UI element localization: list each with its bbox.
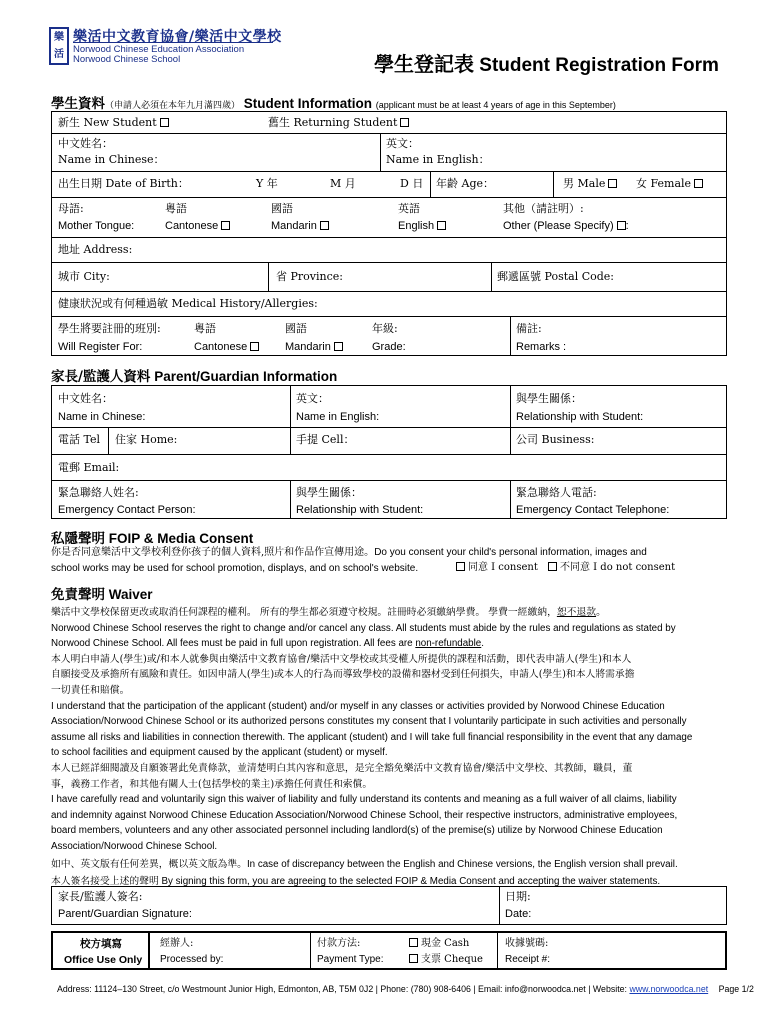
date-field[interactable]: Date: <box>505 908 532 920</box>
org-name-english: Norwood Chinese Education Association <box>73 44 245 55</box>
register-mandarin-label-cn: 國語 <box>285 322 307 335</box>
student-english-name-label: Name in English： <box>386 153 490 166</box>
page-number: Page 1/2 <box>718 984 754 994</box>
student-chinese-name-label: Name in Chinese： <box>58 153 165 166</box>
parent-english-name-label-cn: 英文： <box>296 392 329 405</box>
remarks-label: Remarks : <box>516 341 567 353</box>
mother-tongue-mandarin-option[interactable]: Mandarin <box>271 219 329 233</box>
female-checkbox[interactable] <box>694 179 703 188</box>
register-cantonese-label-cn: 粵語 <box>194 322 216 335</box>
waiver-section-heading: 免責聲明 Waiver <box>51 587 153 603</box>
form-title: 學生登記表 Student Registration Form <box>374 52 719 76</box>
grade-label-cn: 年級: <box>372 322 398 335</box>
payment-cash-checkbox[interactable] <box>409 938 418 947</box>
mother-tongue-cantonese-checkbox[interactable] <box>221 221 230 230</box>
school-logo: 樂 活 <box>49 27 69 65</box>
register-mandarin-checkbox[interactable] <box>334 342 343 351</box>
waiver-text: 樂活中文學校保留更改或取消任何課程的權利。 所有的學生都必須遵守校規。註冊時必須繳納學費。 學費一經繳納，恕不退款。 Norwood Chinese School reserves the right to change and/or cancel any class. All students must abide by the rules and regulations as stated by Norwood Chinese School. All fees must be paid in full upon registration. All fees are non-refundable. 本人明白申請人(學生)或/和本人就參與由樂活中文教育協會/樂活中文學校或其受權人所提供的課程和活動，即代表申請人(學生)和本人 自願接受及承擔所有風險和責任。如因申請人(學生)或本人的行為而導致學校的設備和器材受到任何損失，申請人(學生)和本人將需承擔 一切責任和賠償。 I understand that the participation of the applicant (student) and/or myself in any classes or activities provided by Norwood Chinese Education Association/Norwood Chinese School or its authorized persons constitutes my consent that I voluntarily participate in such activities and personally assume all risks and liabilities in connection therewith. The applicant (student) and I will take full financial responsibility in the event that any damage to school facilities and equipment caused by the applicant (student) or myself. 本人已經詳細閱讀及自願簽署此免責條款，並清楚明白其內容和意思，是完全豁免樂活中文教育協會/樂活中文學校、其教師，職員，董 事，義務工作者，和其他有關人士(包括學校的業主)承擔任何責任和索償。 I have carefully read and voluntarily sign this waiver of liability and fully understand its contents and meaning as a full waiver of all claims, liability and indemnity against Norwood Chinese Education Association/Norwood Chinese School, their respective instructors, administrative employees, board members, volunteers and any other associated personnel including landlord(s) of the premise(s) utilize by Norwood Chinese Education Association/Norwood Chinese School. 如中、英文版有任何差異，概以英文版為準。In case of discrepancy between the English and Chinese versions, the English version shall prevail. 本人簽名接受上述的聲明 By signing this form, you are agreeing to the selected FOIP & Media Consent and accepting the waiver statements. <box>51 607 693 888</box>
province-label: 省 Province: <box>276 270 343 283</box>
foip-consent-checkbox[interactable] <box>456 562 465 571</box>
parent-chinese-name-label: Name in Chinese: <box>58 411 146 423</box>
register-cantonese-option[interactable]: Cantonese <box>194 340 259 354</box>
office-use-title: Office Use Only <box>64 954 143 966</box>
date-of-birth-label: 出生日期 Date of Birth： <box>58 177 189 190</box>
cantonese-label-cn: 粵語 <box>165 202 187 215</box>
new-student-option[interactable]: 新生 New Student <box>58 116 169 130</box>
payment-type-label-cn: 付款方法: <box>317 938 361 949</box>
payment-cash-option[interactable]: 現金 Cash <box>409 937 469 951</box>
mother-tongue-other-option[interactable]: Other (Please Specify) : <box>503 220 629 232</box>
dob-day-label: D 日 <box>400 177 424 190</box>
mother-tongue-label: Mother Tongue: <box>58 220 135 232</box>
foip-no-consent-checkbox[interactable] <box>548 562 557 571</box>
address-label: 地址 Address: <box>58 243 133 256</box>
grade-label: Grade: <box>372 341 406 353</box>
email-label: 電郵 Email: <box>58 461 120 474</box>
office-use-title-cn: 校方填寫 <box>80 938 122 950</box>
city-label: 城市 City: <box>58 270 110 283</box>
org-name-chinese: 樂活中文教育協會/樂活中文學校 <box>73 29 282 45</box>
mandarin-label-cn: 國語 <box>271 202 293 215</box>
medical-history-label: 健康狀況或有何種過敏 Medical History/Allergies: <box>58 297 318 310</box>
signature-label-cn: 家長/監護人簽名: <box>58 890 143 903</box>
mother-tongue-other-checkbox[interactable] <box>617 221 626 230</box>
student-english-name-label-cn: 英文： <box>386 137 419 150</box>
payment-cheque-checkbox[interactable] <box>409 954 418 963</box>
mother-tongue-cantonese-option[interactable]: Cantonese <box>165 219 230 233</box>
emergency-phone-label-cn: 緊急聯絡人電話: <box>516 486 597 499</box>
parent-english-name-label: Name in English: <box>296 411 380 423</box>
foip-consent-option[interactable]: 同意 I consent <box>456 561 538 575</box>
emergency-relationship-label-cn: 與學生關係： <box>296 486 362 499</box>
student-chinese-name-label-cn: 中文姓名： <box>58 137 113 150</box>
mother-tongue-english-option[interactable]: English <box>398 219 446 233</box>
processed-by-label-cn: 經辦人: <box>160 938 194 949</box>
cell-phone-label: 手提 Cell： <box>296 433 355 446</box>
dob-year-label: Y 年 <box>256 177 278 190</box>
female-option[interactable]: 女 Female <box>636 177 703 191</box>
foip-section-heading: 私隱聲明 FOIP & Media Consent <box>51 531 254 547</box>
payment-cheque-option[interactable]: 支票 Cheque <box>409 953 483 967</box>
school-name-english: Norwood Chinese School <box>73 54 181 65</box>
emergency-contact-label-cn: 緊急聯絡人姓名: <box>58 486 139 499</box>
returning-student-checkbox[interactable] <box>400 118 409 127</box>
receipt-number-label: Receipt #: <box>505 954 551 965</box>
age-label: 年齡 Age： <box>436 177 494 190</box>
mother-tongue-label-cn: 母語: <box>58 202 84 215</box>
register-for-label: Will Register For: <box>58 341 143 353</box>
register-mandarin-option[interactable]: Mandarin <box>285 340 343 354</box>
page-footer: Address: 11124–130 Street, c/o Westmount Junior High, Edmonton, AB, T5M 0J2 | Phone: (780) 908-6406 | Email: info@norwoodca.net | Website: www.norwoodca.net Page 1/2 <box>57 984 754 994</box>
male-checkbox[interactable] <box>608 179 617 188</box>
date-label-cn: 日期: <box>505 890 531 903</box>
signature-field[interactable]: Parent/Guardian Signature: <box>58 908 192 920</box>
remarks-label-cn: 備註: <box>516 322 542 335</box>
english-label-cn: 英語 <box>398 202 420 215</box>
telephone-label: 電話 Tel <box>58 433 101 446</box>
processed-by-label: Processed by: <box>160 954 224 965</box>
parent-chinese-name-label-cn: 中文姓名： <box>58 392 113 405</box>
emergency-contact-label: Emergency Contact Person: <box>58 504 196 516</box>
foip-statement: 你是否同意樂活中文學校利登你孩子的個人資料,照片和作品作宣傳用途。Do you consent your child's personal information, images and school works may be used for school promotion, displays, and on school's website. <box>51 547 647 574</box>
returning-student-option[interactable]: 舊生 Returning Student <box>268 116 409 130</box>
postal-code-label: 郵遞區號 Postal Code: <box>497 270 615 283</box>
home-phone-label: 住家 Home: <box>115 433 178 446</box>
emergency-relationship-label: Relationship with Student: <box>296 504 424 516</box>
payment-type-label: Payment Type: <box>317 954 384 965</box>
website-link[interactable]: www.norwoodca.net <box>629 984 709 994</box>
register-cantonese-checkbox[interactable] <box>250 342 259 351</box>
receipt-label-cn: 收據號碼: <box>505 938 549 949</box>
parent-section-heading: 家長/監護人資料 Parent/Guardian Information <box>51 369 338 385</box>
office-use-table <box>51 931 727 970</box>
foip-no-consent-option[interactable]: 不同意 I do not consent <box>548 561 675 575</box>
parent-relationship-label: Relationship with Student: <box>516 411 644 423</box>
register-for-label-cn: 學生將要註冊的班別: <box>58 322 161 335</box>
student-section-heading: 學生資料（申請人必須在本年九月滿四歲） Student Information (applicant must be at least 4 years of age in this September) <box>51 96 616 112</box>
male-option[interactable]: 男 Male <box>563 177 617 191</box>
dob-month-label: M 月 <box>330 177 356 190</box>
mother-tongue-mandarin-checkbox[interactable] <box>320 221 329 230</box>
new-student-checkbox[interactable] <box>160 118 169 127</box>
mother-tongue-english-checkbox[interactable] <box>437 221 446 230</box>
other-label-cn: 其他（請註明）: <box>503 202 584 215</box>
business-phone-label: 公司 Business: <box>516 433 595 446</box>
parent-relationship-label-cn: 與學生關係： <box>516 392 582 405</box>
parent-info-table <box>51 385 727 519</box>
emergency-phone-label: Emergency Contact Telephone: <box>516 504 670 516</box>
org-divider <box>73 42 273 43</box>
